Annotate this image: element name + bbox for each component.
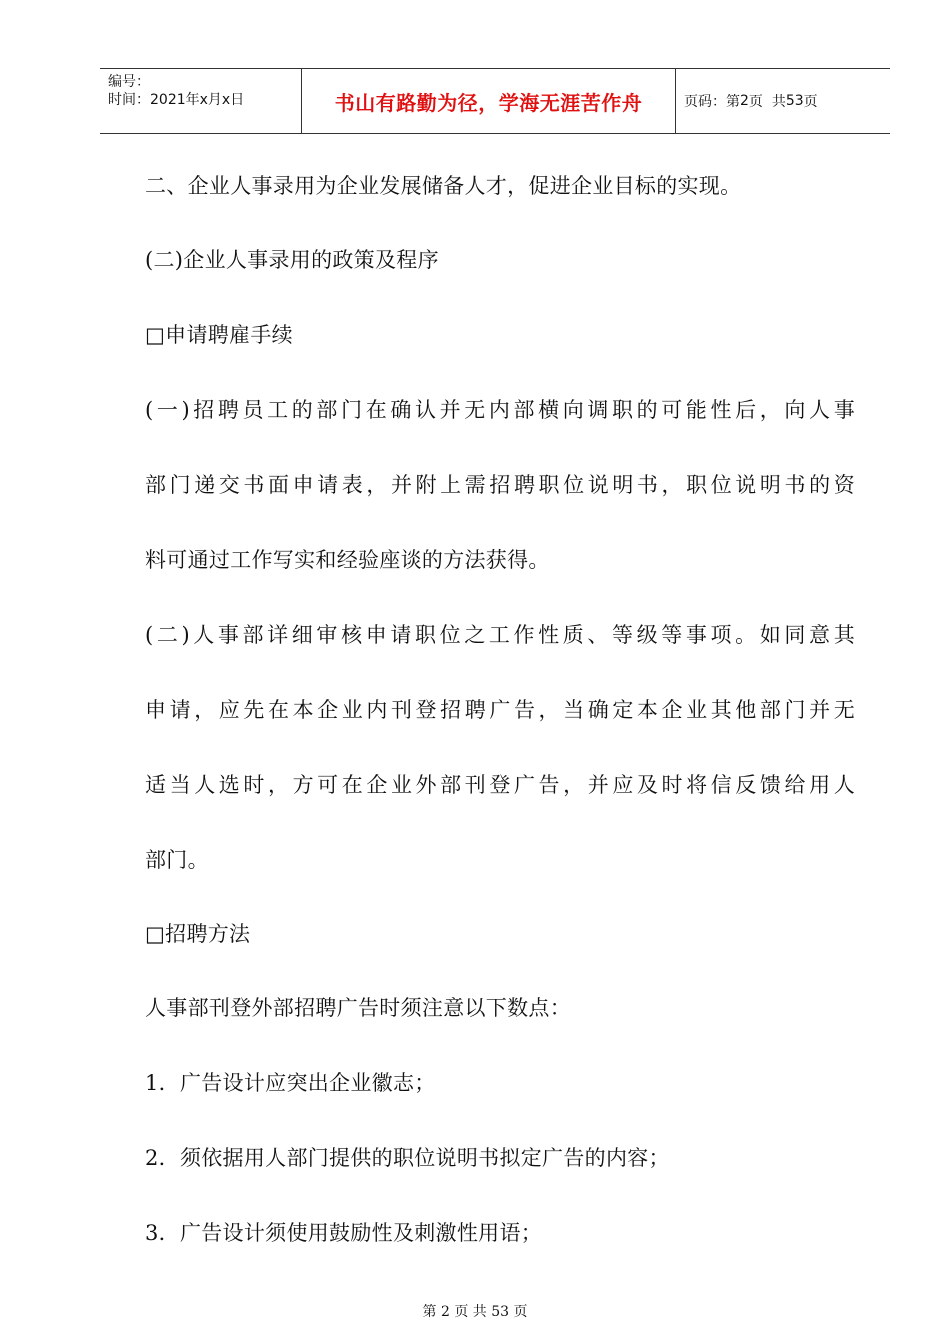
header-page-current: 2	[740, 93, 749, 109]
header-page-prefix: 页码：第	[684, 94, 740, 110]
footer-page-prefix: 第	[422, 1304, 437, 1320]
list-item: 2．须依据用人部门提供的职位说明书拟定广告的内容；	[145, 1146, 670, 1170]
document-time-label: 时间：2021年x月x日	[108, 92, 245, 108]
paragraph-line: 料可通过工作写实和经验座谈的方法获得。	[145, 548, 550, 572]
header-motto: 书山有路勤为径，学海无涯苦作舟	[302, 69, 676, 133]
list-item: 1．广告设计应突出企业徽志；	[145, 1071, 436, 1095]
footer-page-mid: 页 共	[454, 1304, 487, 1320]
paragraph-line: 人事部刊登外部招聘广告时须注意以下数点：	[145, 996, 571, 1020]
checkbox-item-heading: □申请聘雇手续	[145, 323, 293, 347]
header-meta	[100, 69, 302, 133]
footer-page-suffix: 页	[513, 1304, 528, 1320]
header-page-total: 53	[785, 93, 804, 109]
footer-page-total: 53	[491, 1304, 510, 1320]
page-header	[100, 68, 890, 134]
checkbox-item-heading: □招聘方法	[145, 922, 251, 946]
footer-page-current: 2	[440, 1304, 450, 1320]
paragraph-line: (二)人事部详细审核申请职位之工作性质、等级等事项。如同意其	[145, 623, 855, 647]
document-number-label: 编号：	[108, 74, 150, 90]
header-page-number	[676, 69, 890, 133]
header-page-mid: 页 共	[748, 94, 786, 110]
section-heading: 二、企业人事录用为企业发展储备人才，促进企业目标的实现。	[145, 174, 742, 198]
paragraph-line: 部门递交书面申请表，并附上需招聘职位说明书，职位说明书的资	[145, 473, 855, 497]
paragraph-line: 申请，应先在本企业内刊登招聘广告，当确定本企业其他部门并无	[145, 698, 855, 722]
list-item: 3．广告设计须使用鼓励性及刺激性用语；	[145, 1221, 543, 1245]
paragraph-line: 部门。	[145, 848, 209, 872]
paragraph-line: (一)招聘员工的部门在确认并无内部横向调职的可能性后，向人事	[145, 398, 855, 422]
header-page-suffix: 页	[803, 94, 818, 110]
page-footer	[0, 1301, 950, 1321]
paragraph-line: 适当人选时，方可在企业外部刊登广告，并应及时将信反馈给用人	[145, 773, 855, 797]
subsection-heading: (二)企业人事录用的政策及程序	[145, 248, 439, 272]
